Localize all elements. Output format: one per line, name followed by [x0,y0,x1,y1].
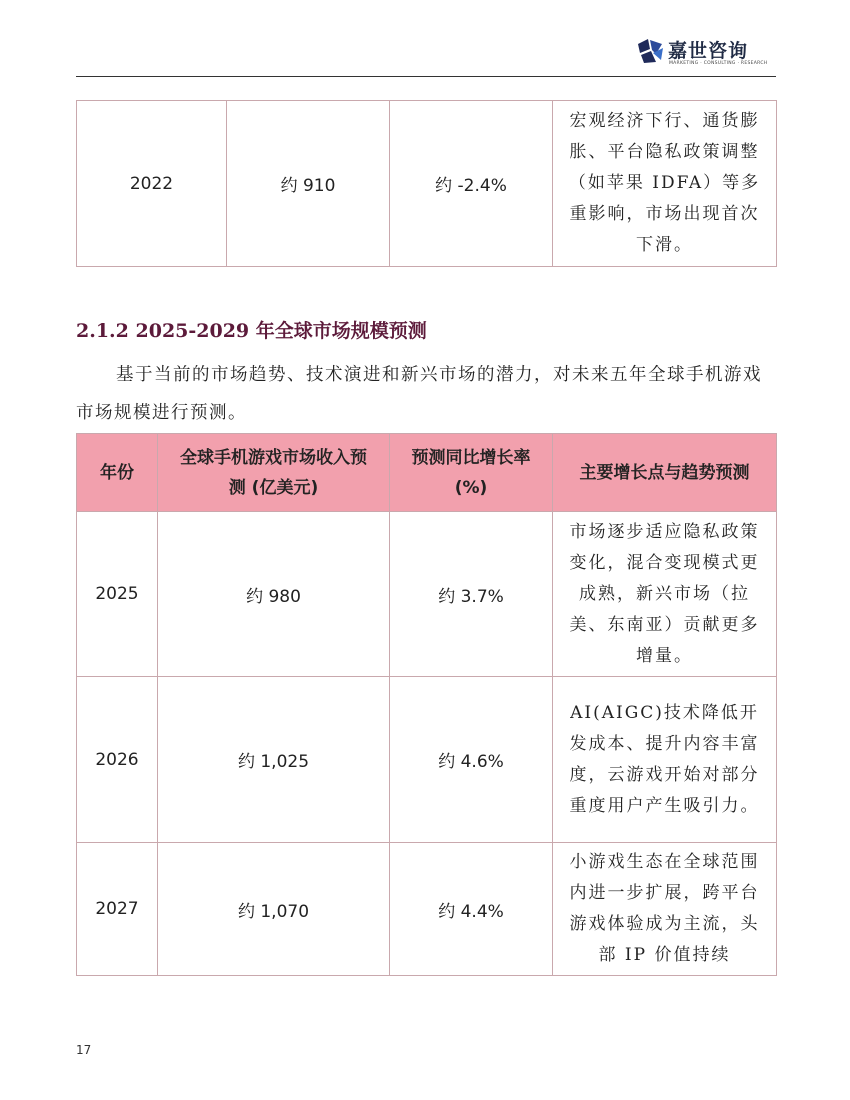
header-revenue: 全球手机游戏市场收入预测 (亿美元) [158,434,390,512]
year-cell: 2022 [77,101,227,267]
header-growth: 预测同比增长率 (%) [390,434,553,512]
section-paragraph: 基于当前的市场趋势、技术演进和新兴市场的潜力，对未来五年全球手机游戏市场规模进行预测。 [76,365,762,423]
logo-name: 嘉世咨询 [668,40,749,62]
note-cell: AI(AIGC)技术降低开发成本、提升内容丰富度，云游戏开始对部分重度用户产生吸引力。 [553,677,777,843]
market-forecast-table [76,433,777,976]
revenue-cell: 约 1,025 [158,677,390,843]
year-cell: 2026 [77,677,158,843]
logo-mark-icon [636,38,664,64]
year-cell: 2027 [77,843,158,976]
table-row [77,101,777,267]
revenue-cell: 约 980 [158,512,390,677]
note-cell: 市场逐步适应隐私政策变化，混合变现模式更成熟，新兴市场（拉美、东南亚）贡献更多增量。 [553,512,777,677]
company-logo [636,36,776,72]
header-note: 主要增长点与趋势预测 [553,434,777,512]
header-year: 年份 [77,434,158,512]
note-cell: 小游戏生态在全球范围内进一步扩展，跨平台游戏体验成为主流，头部 IP 价值持续 [553,843,777,976]
table-row [77,677,777,843]
market-history-table [76,100,777,267]
revenue-cell: 约 910 [227,101,390,267]
logo-tagline: MARKETING · CONSULTING · RESEARCH [669,61,768,66]
revenue-cell: 约 1,070 [158,843,390,976]
growth-cell: 约 -2.4% [390,101,553,267]
table-row [77,843,777,976]
growth-cell: 约 4.6% [390,677,553,843]
growth-cell: 约 3.7% [390,512,553,677]
page-header [76,28,776,77]
year-cell: 2025 [77,512,158,677]
table-row [77,512,777,677]
growth-cell: 约 4.4% [390,843,553,976]
section-title: 2.1.2 2025-2029 年全球市场规模预测 [76,320,427,342]
table-header-row [77,434,777,512]
page-number: 17 [76,1043,92,1057]
note-cell: 宏观经济下行、通货膨胀、平台隐私政策调整（如苹果 IDFA）等多重影响，市场出现首次下滑。 [553,101,777,267]
